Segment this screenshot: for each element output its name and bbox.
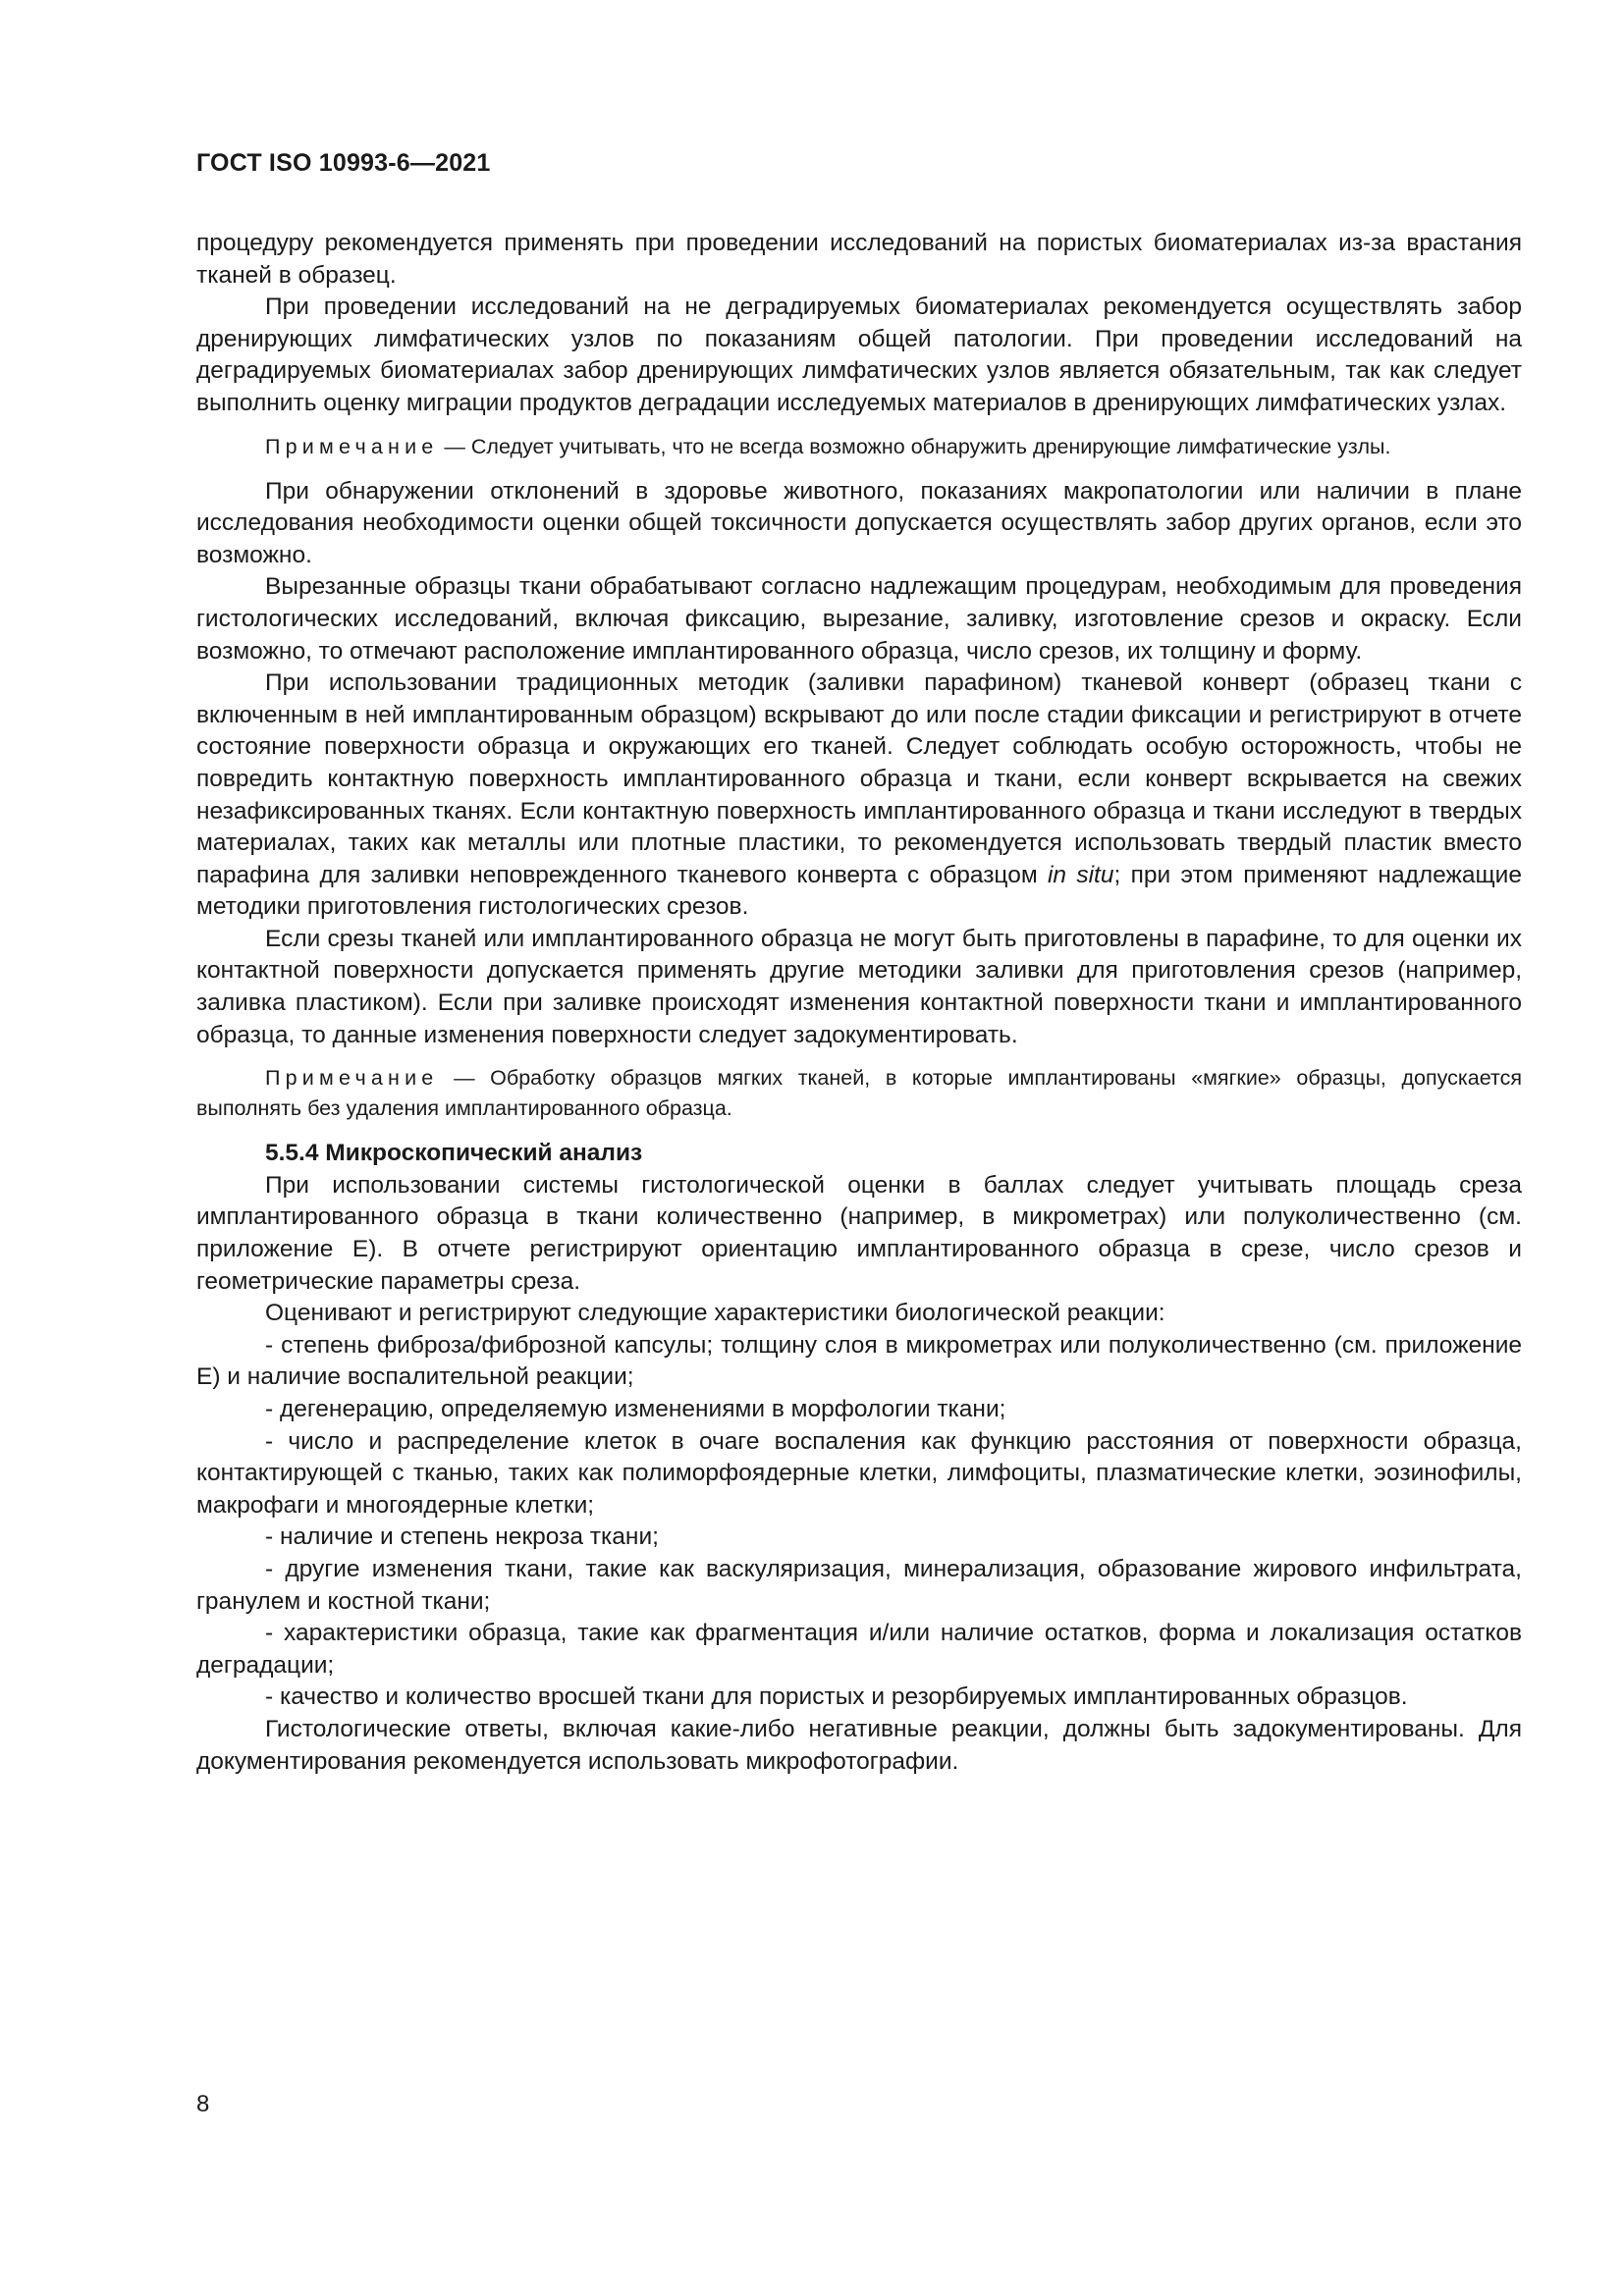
paragraph	[196, 667, 1522, 924]
note-text: — Следует учитывать, что не всегда возможно обнаружить дренирующие лимфатические узлы.	[438, 434, 1391, 458]
note-text: — Обработку образцов мягких тканей, в которые имплантированы «мягкие» образцы, допускается выполнять без удаления имплантированного образца.	[196, 1066, 1522, 1121]
note-label: Примечание	[265, 434, 439, 458]
paragraph-text: При использовании традиционных методик (заливки парафином) тканевой конверт (образец ткани с включенным в ней имплантированным образцом) вскрывают до или после стадии фиксации и регистрируют в отчете состояние поверхности образца и окружающих его тканей. Следует соблюдать особую осторожность, чтобы не повредить контактную поверхность имплантированного образца и ткани, если конверт вскрывается на свежих незафиксированных тканях. Если контактную поверхность имплантированного образца и ткани исследуют в твердых материалах, таких как металлы или плотные пластики, то рекомендуется использовать твердый пластик вместо парафина для заливки неповрежденного тканевого конверта с образцом	[196, 669, 1522, 888]
paragraph: Гистологические ответы, включая какие-либо негативные реакции, должны быть задокументированы. Для документирования рекомендуется использовать микрофотографии.	[196, 1715, 1522, 1775]
document-body	[196, 228, 1522, 1778]
list-item: - наличие и степень некроза ткани;	[265, 1523, 659, 1551]
paragraph: При проведении исследований на не деградируемых биоматериалах рекомендуется осуществлять забор дренирующих лимфатических узлов по показаниям общей патологии. При проведении исследований на деградируемых биоматериалах забор дренирующих лимфатических узлов является обязательным, так как следует выполнить оценку миграции продуктов деградации исследуемых материалов в дренирующих лимфатических узлах.	[196, 294, 1522, 416]
paragraph: При использовании системы гистологической оценки в баллах следует учитывать площадь среза имплантированного образца в ткани количественно (например, в микрометрах) или полуколичественно (см. приложение Е). В отчете регистрируют ориентацию имплантированного образца в срезе, число срезов и геометрические параметры среза.	[196, 1171, 1522, 1295]
paragraph: процедуру рекомендуется применять при проведении исследований на пористых биоматериалах из-за врастания тканей в образец.	[196, 230, 1522, 289]
section-heading: 5.5.4 Микроскопический анализ	[265, 1140, 643, 1167]
note	[196, 1063, 1522, 1124]
list-item: - число и распределение клеток в очаге воспаления как функцию расстояния от поверхности образца, контактирующей с тканью, таких как полиморфоядерные клетки, лимфоциты, плазматические клетки, эозинофилы, макрофаги и многоядерные клетки;	[196, 1427, 1522, 1519]
paragraph: Вырезанные образцы ткани обрабатывают согласно надлежащим процедурам, необходимым для проведения гистологических исследований, включая фиксацию, вырезание, заливку, изготовление срезов и окраску. Если возможно, то отмечают расположение имплантированного образца, число срезов, их толщину и форму.	[196, 573, 1522, 665]
document-header: ГОСТ ISO 10993-6—2021	[196, 149, 491, 177]
paragraph-text: ; при этом применяют надлежащие методики приготовления гистологических срезов.	[196, 861, 1522, 921]
paragraph: Оценивают и регистрируют следующие характеристики биологической реакции:	[265, 1300, 1165, 1327]
list-item: - качество и количество вросшей ткани для пористых и резорбируемых имплантированных образцов.	[265, 1683, 1408, 1711]
list-item: - дегенерацию, определяемую изменениями в морфологии ткани;	[265, 1396, 1006, 1422]
list-item: - характеристики образца, такие как фрагментация и/или наличие остатков, форма и локализация остатков деградации;	[196, 1620, 1522, 1679]
page-number: 8	[196, 2091, 210, 2117]
note	[196, 432, 1522, 462]
paragraph: При обнаружении отклонений в здоровье животного, показаниях макропатологии или наличии в плане исследования необходимости оценки общей токсичности допускается осуществлять забор других органов, если это возможно.	[196, 477, 1522, 568]
note-label: Примечание	[265, 1066, 439, 1091]
paragraph: Если срезы тканей или имплантированного образца не могут быть приготовлены в парафине, то для оценки их контактной поверхности допускается применять другие методики заливки для приготовления срезов (например, заливка пластиком). Если при заливке происходят изменения контактной поверхности ткани и имплантированного образца, то данные изменения поверхности следует задокументировать.	[196, 925, 1522, 1048]
list-item: - другие изменения ткани, такие как васкуляризация, минерализация, образование жирового инфильтрата, гранулем и костной ткани;	[196, 1555, 1522, 1615]
list-item: - степень фиброза/фиброзной капсулы; толщину слоя в микрометрах или полуколичественно (см. приложение Е) и наличие воспалительной реакции;	[196, 1331, 1522, 1391]
italic-term: in situ	[1047, 861, 1114, 888]
